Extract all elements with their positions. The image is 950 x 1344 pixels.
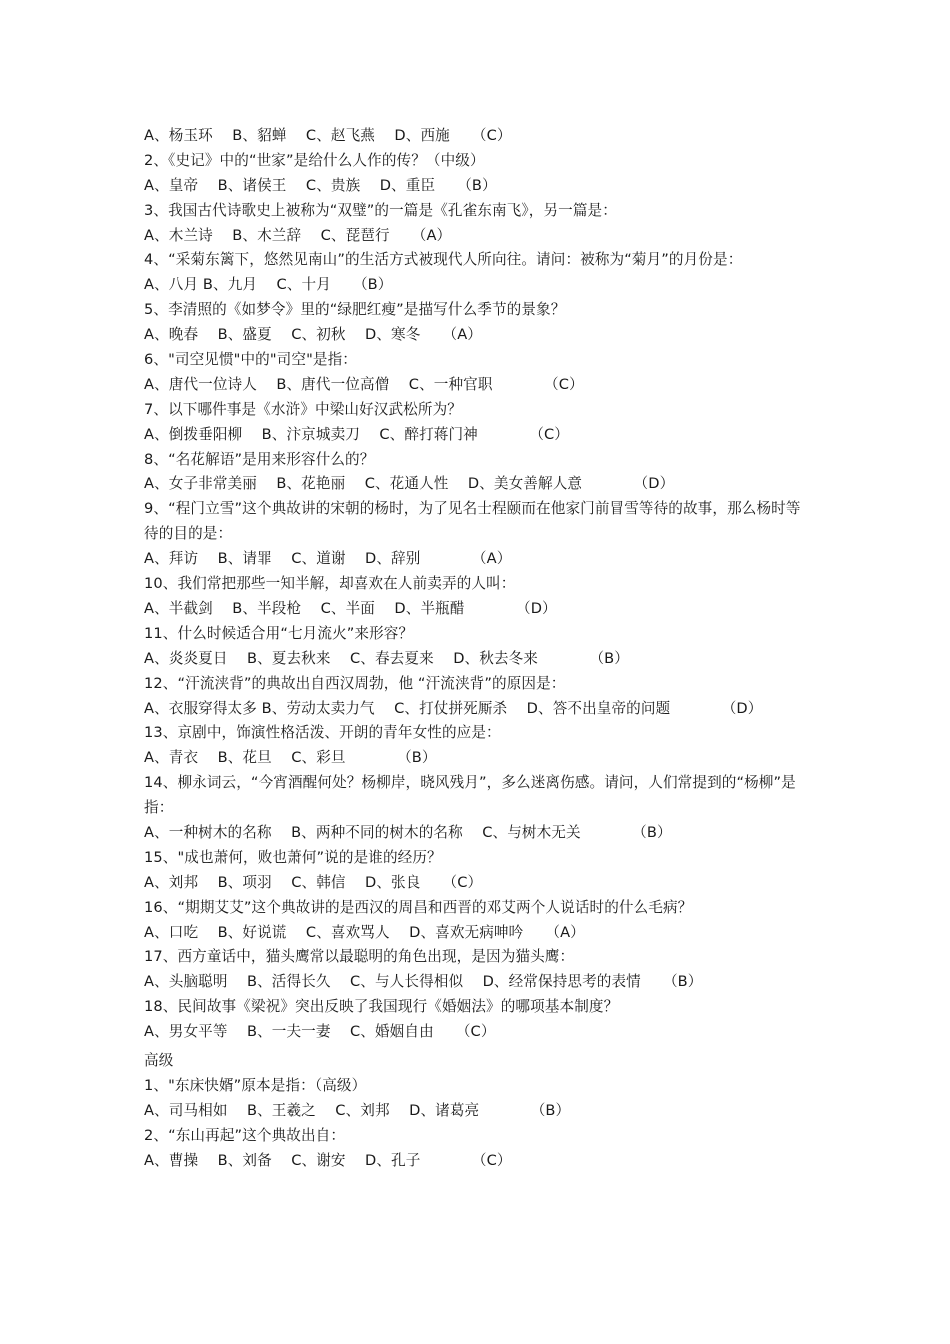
question-line: 17、西方童话中，猫头鹰常以最聪明的角色出现，是因为猫头鹰： — [144, 948, 575, 966]
answer-line: A、木兰诗 B、木兰辞 C、琵琶行 （A） — [144, 226, 452, 244]
answer-line: A、司马相如 B、王羲之 C、刘邦 D、诸葛亮 （B） — [144, 1101, 571, 1119]
question-line: 2、《史记》中的“世家”是给什么人作的传？（中级） — [144, 151, 485, 169]
answer-line: A、晚春 B、盛夏 C、初秋 D、寒冬 （A） — [144, 326, 483, 344]
question-line: 8、“名花解语”是用来形容什么的？ — [144, 450, 375, 468]
question-line: 15、"成也萧何，败也萧何”说的是谁的经历？ — [144, 848, 442, 866]
question-line: 13、京剧中，饰演性格活泼、开朗的青年女性的应是： — [144, 724, 501, 742]
question-line: 18、民间故事《梁祝》突出反映了我国现行《婚姻法》的哪项基本制度？ — [144, 998, 619, 1016]
question-line: 12、“汗流浃背”的典故出自西汉周勃，他 “汗流浃背”的原因是： — [144, 674, 566, 692]
question-line: 2、“东山再起”这个典故出自： — [144, 1126, 346, 1144]
question-line: 14、柳永词云，“今宵酒醒何处？杨柳岸，晓风残月”，多么迷离伤感。请问，人们常提到的“杨柳”是指： — [144, 774, 796, 817]
section-heading: 高级 — [144, 1052, 174, 1070]
question-line: 16、“期期艾艾”这个典故讲的是西汉的周昌和西晋的邓艾两个人说话时的什么毛病？ — [144, 898, 693, 916]
answer-line: A、皇帝 B、诸侯王 C、贵族 D、重臣 （B） — [144, 176, 497, 194]
answer-line: A、杨玉环 B、貂蝉 C、赵飞燕 D、西施 （C） — [144, 127, 512, 144]
answer-line: A、衣服穿得太多 B、劳动太卖力气 C、打仗拼死厮杀 D、答不出皇帝的问题 （D） — [144, 699, 763, 717]
question-line: 11、什么时候适合用“七月流火”来形容？ — [144, 624, 414, 642]
answer-line: A、女子非常美丽 B、花艳丽 C、花通人性 D、美女善解人意 （D） — [144, 475, 675, 493]
answer-line: A、曹操 B、刘备 C、谢安 D、孔子 （C） — [144, 1151, 512, 1169]
question-line: 1、"东床快婿”原本是指：（高级） — [144, 1076, 367, 1094]
answer-line: A、炎炎夏日 B、夏去秋来 C、春去夏来 D、秋去冬来 （B） — [144, 649, 629, 667]
answer-line: A、男女平等 B、一夫一妻 C、婚姻自由 （C） — [144, 1023, 496, 1041]
answer-line: A、口吃 B、好说谎 C、喜欢骂人 D、喜欢无病呻吟 （A） — [144, 923, 585, 941]
question-line: 6、"司空见惯"中的"司空"是指： — [144, 351, 357, 369]
question-line: 10、我们常把那些一知半解，却喜欢在人前卖弄的人叫： — [144, 575, 516, 593]
answer-line: A、拜访 B、请罪 C、道谢 D、辞别 （A） — [144, 550, 512, 568]
answer-line: A、八月 B、九月 C、十月 （B） — [144, 276, 393, 294]
answer-line: A、刘邦 B、项羽 C、韩信 D、张良 （C） — [144, 873, 483, 891]
answer-line: A、一种树木的名称 B、两种不同的树木的名称 C、与树木无关 （B） — [144, 824, 672, 842]
answer-line: A、头脑聪明 B、活得长久 C、与人长得相似 D、经常保持思考的表情 （B） — [144, 973, 703, 991]
question-line: 5、李清照的《如梦令》里的“绿肥红瘦”是描写什么季节的景象？ — [144, 301, 566, 319]
document-page — [144, 124, 814, 1173]
question-line: 3、我国古代诗歌史上被称为“双璧”的一篇是《孔雀东南飞》，另一篇是： — [144, 201, 617, 219]
question-line: 7、以下哪件事是《水浒》中梁山好汉武松所为？ — [144, 400, 462, 418]
answer-line: A、青衣 B、花旦 C、彩旦 （B） — [144, 749, 437, 767]
answer-line: A、唐代一位诗人 B、唐代一位高僧 C、一种官职 （C） — [144, 375, 584, 393]
question-line: 9、“程门立雪”这个典故讲的宋朝的杨时，为了见名士程颐而在他家门前冒雪等待的故事，那么杨时等待的目的是： — [144, 500, 801, 543]
answer-line: A、倒拨垂阳柳 B、汴京城卖刀 C、醉打蒋门神 （C） — [144, 425, 569, 443]
answer-line: A、半截剑 B、半段枪 C、半面 D、半瓶醋 （D） — [144, 599, 557, 617]
question-line: 4、“采菊东篱下，悠然见南山”的生活方式被现代人所向往。请问：被称为“菊月”的月份是： — [144, 251, 743, 269]
